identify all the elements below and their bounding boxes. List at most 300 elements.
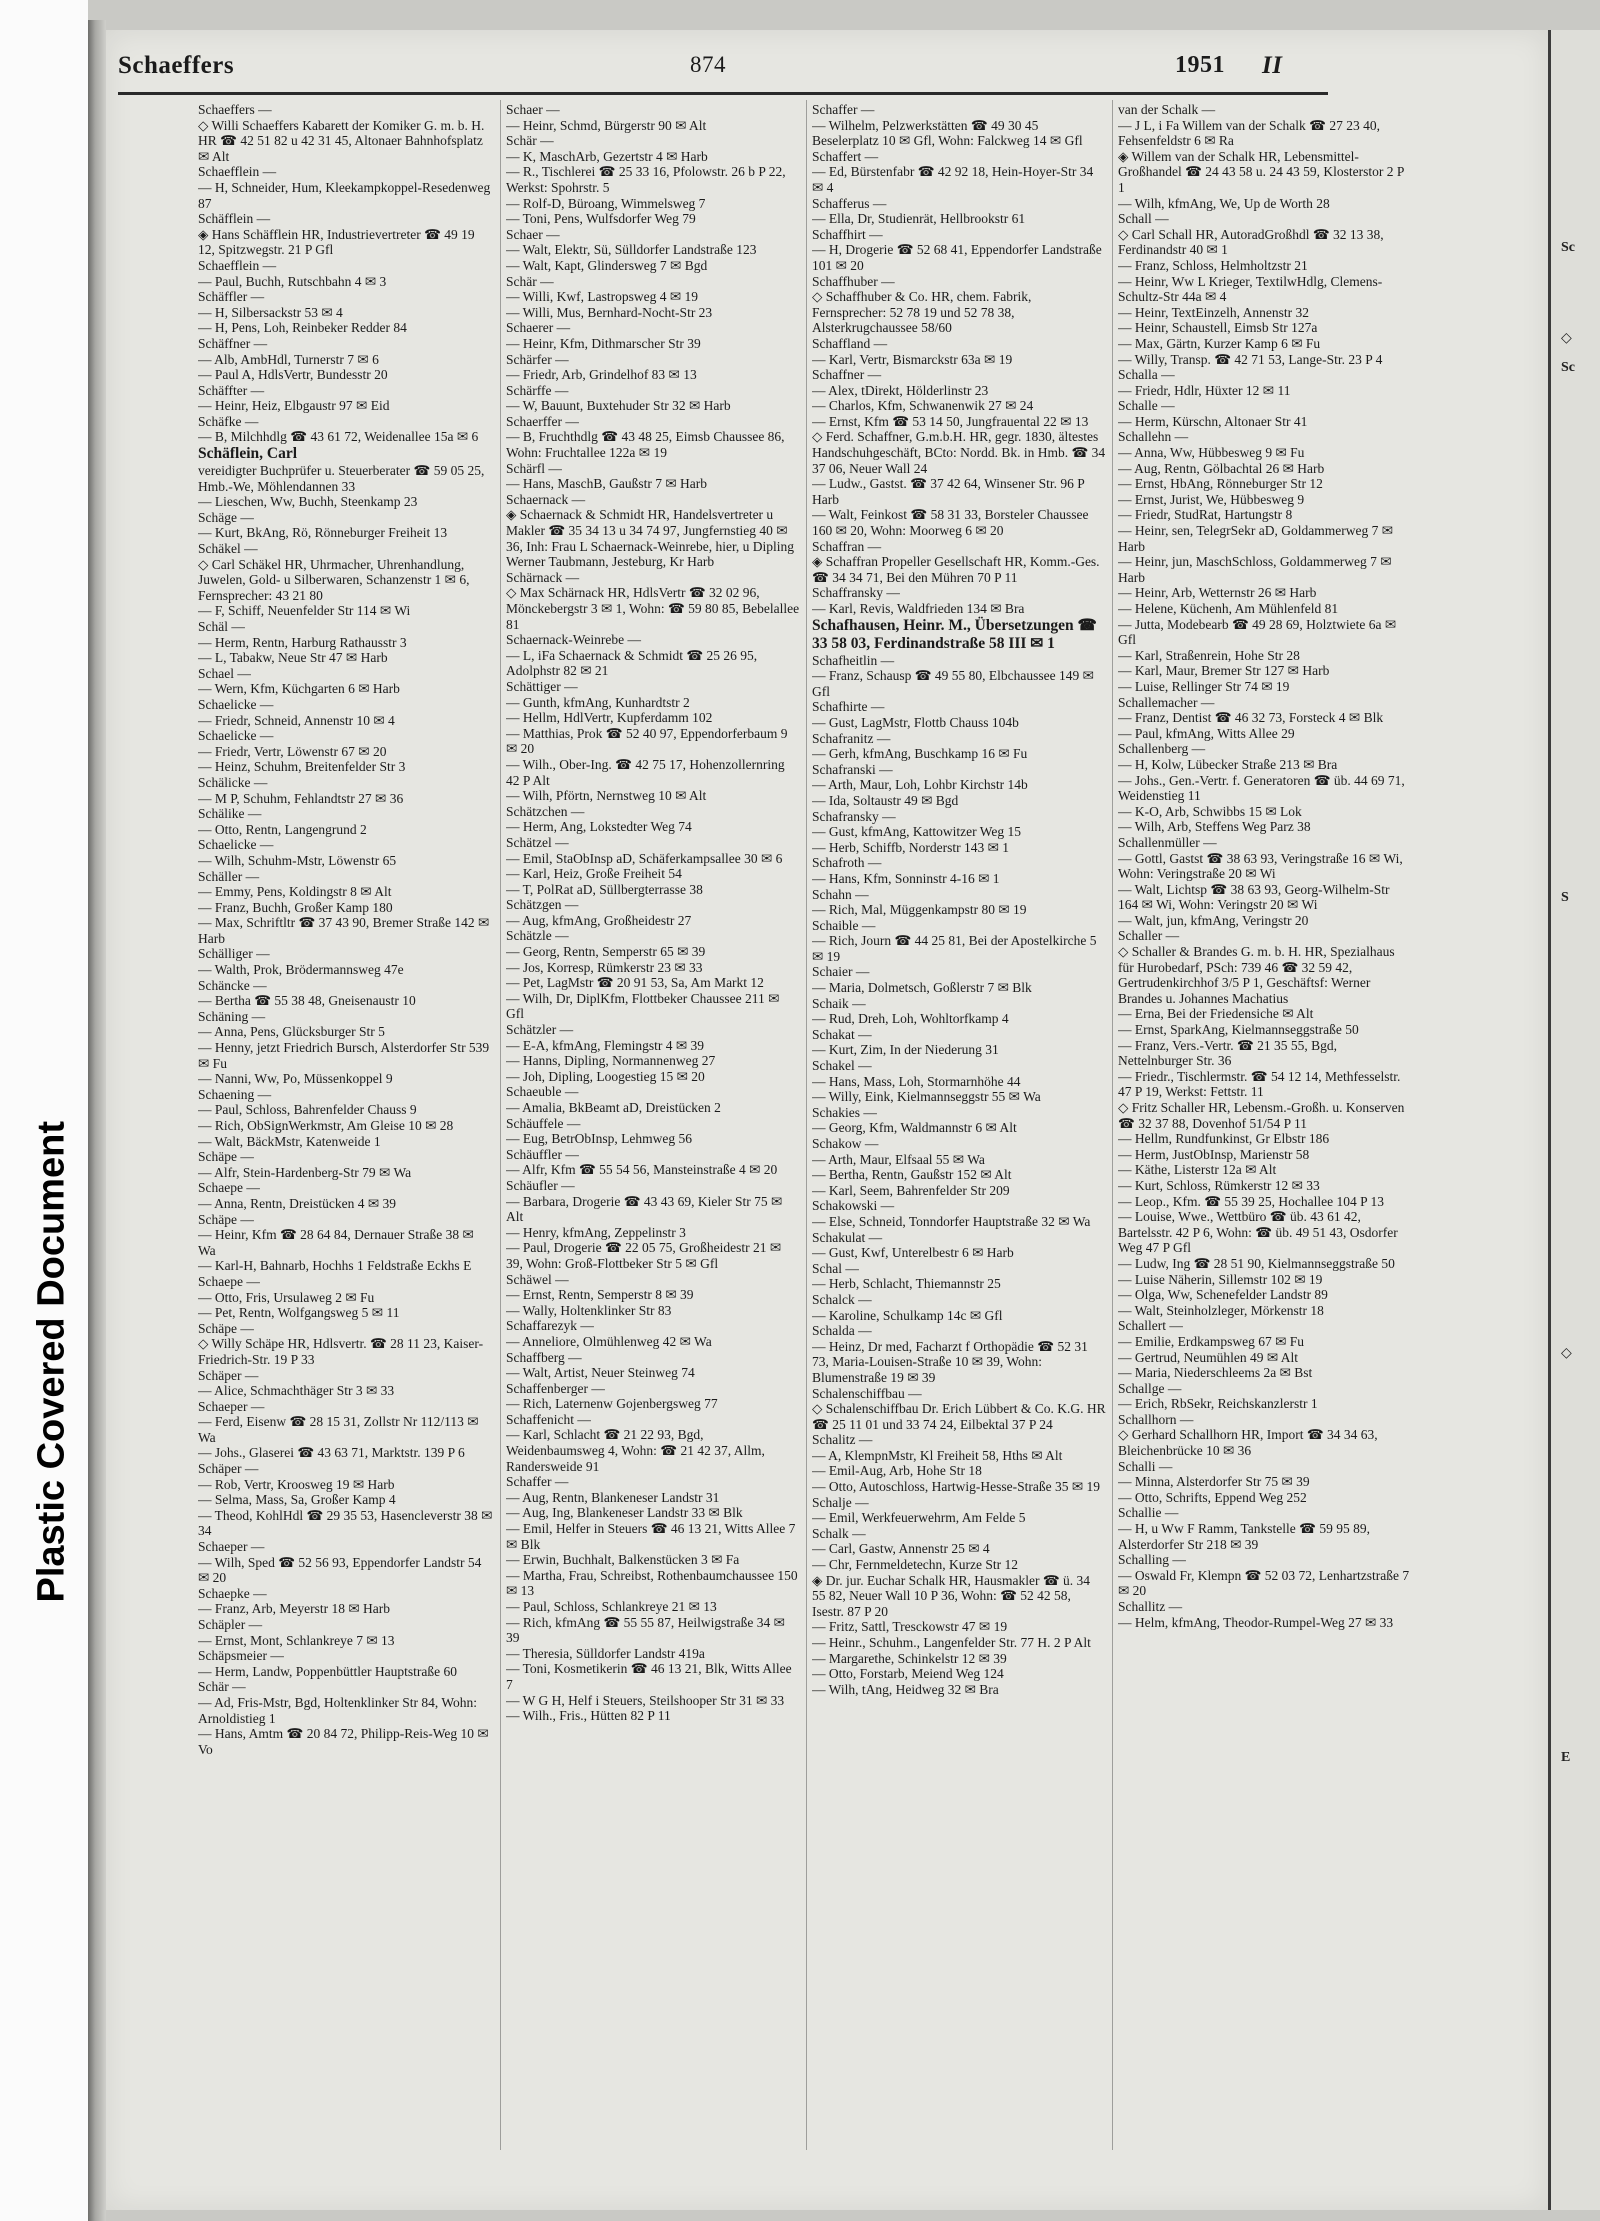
directory-entry: — Karl, Straßenrein, Hohe Str 28	[1118, 647, 1300, 663]
directory-entry: Schalitz —	[812, 1432, 873, 1448]
directory-entry: — T, PolRat aD, Süllbergterrasse 38	[506, 881, 703, 897]
directory-entry: — Karl, Seem, Bahrenfelder Str 209	[812, 1182, 1010, 1198]
header-rule	[118, 92, 1328, 95]
column-2	[506, 102, 800, 2152]
directory-entry: Schallge —	[1118, 1380, 1182, 1396]
directory-entry: — Hans, MaschB, Gaußstr 7 ✉ Harb	[506, 476, 708, 492]
directory-entry: — Amalia, BkBeamt aD, Dreistücken 2	[506, 1100, 721, 1115]
column-3	[812, 102, 1106, 2152]
directory-entry: Schäfflein —	[198, 211, 271, 227]
directory-entry: van der Schalk —	[1118, 102, 1216, 117]
directory-entry: Schärfer —	[506, 351, 569, 367]
directory-entry: ◇ Carl Schäkel HR, Uhrmacher, Uhrenhandlung, Juwelen, Gold- u Silberwaren, Schanzenstr 1 ✉ 6, Fernsprecher: 43 21 80	[198, 556, 470, 603]
directory-entry: — L, iFa Schaernack & Schmidt ☎ 25 26 95, Adolphstr 82 ✉ 21	[506, 647, 758, 679]
directory-entry: Schätzler —	[506, 1022, 574, 1038]
directory-entry: — Paul, Drogerie ☎ 22 05 75, Großheidestr 21 ✉ 39, Wohn: Groß-Flottbeker Str 5 ✉ Gfl	[506, 1240, 782, 1271]
running-head-name: Schaeffers	[118, 52, 235, 79]
next-page-fragment: S	[1561, 890, 1569, 905]
directory-entry: — Ida, Soltaustr 49 ✉ Bgd	[812, 792, 959, 808]
directory-entry: — Paul, Schloss, Bahrenfelder Chauss 9	[198, 1102, 417, 1118]
directory-entry: — Alfr, Kfm ☎ 55 54 56, Mansteinstraße 4 ✉ 20	[506, 1162, 778, 1178]
directory-entry: ◈ Dr. jur. Euchar Schalk HR, Hausmakler ☎ ü. 34 55 82, Neuer Wall 10 P 36, Wohn: ☎ 52 42 58, Isestr. 87 P 20	[812, 1572, 1091, 1619]
directory-entry: — Ernst, Rentn, Semperstr 8 ✉ 39	[506, 1287, 694, 1303]
directory-entry: — L, Tabakw, Neue Str 47 ✉ Harb	[198, 650, 388, 666]
directory-entry: — Emil, Werkfeuerwehrm, Am Felde 5	[812, 1510, 1026, 1526]
directory-entry: — Rich, kfmAng ☎ 55 55 87, Heilwigstraße 34 ✉ 39	[506, 1614, 785, 1646]
directory-entry: — Heinr, sen, TelegrSekr aD, Goldammerweg 7 ✉ Harb	[1118, 523, 1394, 554]
directory-entry: Schäflein, Carl	[198, 445, 298, 463]
directory-entry: Schälicke —	[198, 774, 268, 790]
directory-entry: Schätzchen —	[506, 803, 585, 819]
directory-entry: — H, Schneider, Hum, Kleekampkoppel-Resedenweg 87	[198, 179, 491, 211]
directory-entry: ◇ Willy Schäpe HR, Hdlsvertr. ☎ 28 11 23, Kaiser-Friedrich-Str. 19 P 33	[198, 1336, 484, 1367]
directory-entry: — Otto, Forstarb, Meiend Weg 124	[812, 1666, 1004, 1682]
directory-entry: — Erich, RbSekr, Reichskanzlerstr 1	[1118, 1396, 1318, 1412]
directory-entry: — K, MaschArb, Gezertstr 4 ✉ Harb	[506, 148, 708, 164]
directory-entry: — Franz, Arb, Meyerstr 18 ✉ Harb	[198, 1601, 391, 1617]
directory-entry: — Else, Schneid, Tonndorfer Hauptstraße 32 ✉ Wa	[812, 1213, 1091, 1229]
directory-entry: — Heinr, Schmd, Bürgerstr 90 ✉ Alt	[506, 117, 707, 133]
directory-entry: — M P, Schuhm, Fehlandtstr 27 ✉ 36	[198, 790, 404, 806]
directory-entry: Schaernack —	[506, 491, 586, 507]
directory-entry: — Bertha, Rentn, Gaußstr 152 ✉ Alt	[812, 1167, 1012, 1183]
directory-entry: — Arth, Maur, Loh, Lohbr Kirchstr 14b	[812, 777, 1028, 793]
directory-entry: — Wally, Holtenklinker Str 83	[506, 1302, 672, 1318]
directory-entry: Schalda —	[812, 1323, 872, 1339]
directory-entry: Schäkel —	[198, 541, 258, 557]
directory-entry: Schafranski —	[812, 761, 893, 777]
directory-entry: — Gottl, Gastst ☎ 38 63 93, Veringstraße 16 ✉ Wi, Wohn: Veringstraße 20 ✉ Wi	[1118, 850, 1403, 882]
directory-entry: — Franz, Schloss, Helmholtzstr 21	[1118, 257, 1308, 273]
directory-entry: Schäuffele —	[506, 1115, 581, 1131]
directory-entry: — Walt, BäckMstr, Katenweide 1	[198, 1133, 381, 1149]
directory-entry: — Karl-H, Bahnarb, Hochhs 1 Feldstraße Eckhs E	[198, 1258, 472, 1274]
directory-entry: — Fritz, Sattl, Tresckowstr 47 ✉ 19	[812, 1619, 1008, 1635]
directory-entry: — Georg, Rentn, Semperstr 65 ✉ 39	[506, 944, 706, 960]
directory-entry: ◇ Max Schärnack HR, HdlsVertr ☎ 32 02 96, Mönckebergstr 3 ✉ 1, Wohn: ☎ 59 80 85, Bebelallee 81	[506, 585, 800, 632]
directory-entry: Schafhirte —	[812, 699, 885, 715]
directory-entry: — Luise Näherin, Sillemstr 102 ✉ 19	[1118, 1271, 1323, 1287]
directory-entry: Schälike —	[198, 806, 262, 822]
directory-entry: — Wern, Kfm, Küchgarten 6 ✉ Harb	[198, 681, 400, 697]
directory-entry: Schakow —	[812, 1136, 879, 1151]
directory-entry: Schaffner —	[812, 367, 882, 383]
directory-entry: ◇ Schalenschiffbau Dr. Erich Lübbert & Co. K.G. HR ☎ 25 11 01 und 33 74 24, Eilbektal 37 P 24	[812, 1401, 1106, 1432]
directory-entry: — Ad, Fris-Mstr, Bgd, Holtenklinker Str 84, Wohn: Arnoldistieg 1	[198, 1694, 478, 1726]
next-page-fragment: Sc	[1561, 240, 1575, 255]
directory-entry: Schär —	[506, 273, 554, 289]
directory-entry: Schaller —	[1118, 928, 1180, 944]
directory-entry: — Rich, Mal, Müggenkampstr 80 ✉ 19	[812, 902, 1027, 918]
directory-entry: — Ferd, Eisenw ☎ 28 15 31, Zollstr Nr 112/113 ✉ Wa	[198, 1414, 479, 1445]
directory-entry: Schaffer —	[506, 1474, 569, 1490]
directory-entry: Schaffert —	[812, 148, 879, 164]
directory-entry: — Otto, Autoschloss, Hartwig-Hesse-Straße 35 ✉ 19	[812, 1479, 1101, 1495]
directory-entry: Schalling —	[1118, 1552, 1186, 1568]
directory-entry: Schalle —	[1118, 398, 1175, 414]
directory-entry: Schafheitlin —	[812, 652, 895, 668]
directory-entry: ◇ Ferd. Schaffner, G.m.b.H. HR, gegr. 1830, ältestes Handschuhgeschäft, BCto: Nordd. Bk. in Hmb. ☎ 34 37 06, Neuer Wall 24	[812, 429, 1106, 476]
directory-entry: Schaffland —	[812, 335, 888, 351]
directory-entry: Schallitz —	[1118, 1599, 1183, 1614]
directory-entry: ◈ Willem van der Schalk HR, Lebensmittel-Großhandel ☎ 24 43 58 u. 24 43 59, Klosterstor 2 P 1	[1118, 148, 1404, 195]
directory-entry: Schafhausen, Heinr. M., Übersetzungen ☎ 33 58 03, Ferdinandstraße 58 III ✉ 1	[812, 616, 1097, 652]
directory-entry: ◇ Carl Schall HR, AutoradGroßhdl ☎ 32 13 38, Ferdinandstr 40 ✉ 1	[1118, 226, 1384, 258]
directory-entry: — Ludw., Gastst. ☎ 37 42 64, Winsener Str. 96 P Harb	[812, 476, 1085, 507]
directory-entry: — Selma, Mass, Sa, Großer Kamp 4	[198, 1492, 396, 1508]
column-divider	[500, 100, 501, 2150]
directory-entry: Schakat —	[812, 1026, 872, 1042]
directory-entry: — Maria, Niederschleems 2a ✉ Bst	[1118, 1365, 1313, 1381]
directory-entry: — B, Fruchthdlg ☎ 43 48 25, Eimsb Chaussee 86, Wohn: Fruchtallee 122a ✉ 19	[506, 429, 785, 461]
directory-entry: Schaelicke —	[198, 696, 274, 712]
next-page-fragment: ◇	[1561, 1346, 1572, 1361]
next-page-fragment: Sc	[1561, 360, 1575, 375]
directory-entry: Schael —	[198, 665, 251, 681]
directory-entry: — Rob, Vertr, Kroosweg 19 ✉ Harb	[198, 1476, 395, 1492]
directory-entry: Schaeper —	[198, 1539, 265, 1555]
directory-entry: — Gertrud, Neumühlen 49 ✉ Alt	[1118, 1349, 1299, 1365]
directory-entry: Schaffenberger —	[506, 1380, 605, 1396]
directory-entry: — Wilh, Arb, Steffens Weg Parz 38	[1118, 819, 1311, 835]
directory-entry: Schaerer —	[506, 320, 571, 336]
directory-entry: — Carl, Gastw, Annenstr 25 ✉ 4	[812, 1541, 990, 1557]
directory-entry: Schär —	[198, 1679, 246, 1695]
directory-entry: ◇ Schaller & Brandes G. m. b. H. HR, Spezialhaus für Hurobedarf, PSch: 739 46 ☎ 32 59 42, Gertrudenkirchhof 3/5 P 1, Geschäftsf: Werner Brandes u. Johannes Machatius	[1118, 944, 1395, 1006]
directory-entry: — Ernst, Mont, Schlankreye 7 ✉ 13	[198, 1632, 395, 1648]
directory-entry: Schal —	[812, 1260, 859, 1276]
directory-entry: — Aug, Ing, Blankeneser Landstr 33 ✉ Blk	[506, 1505, 743, 1521]
directory-entry: — Friedr, Arb, Grindelhof 83 ✉ 13	[506, 367, 697, 383]
column-divider	[1112, 100, 1113, 2150]
directory-entry: — H, Kolw, Lübecker Straße 213 ✉ Bra	[1118, 756, 1338, 772]
directory-entry: — Heinr, TextEinzelh, Annenstr 32	[1118, 304, 1309, 320]
directory-entry: Schaening —	[198, 1086, 272, 1102]
directory-entry: Schäper —	[198, 1367, 259, 1383]
directory-entry: — Kurt, Zim, In der Niederung 31	[812, 1042, 999, 1058]
directory-entry: Schätzle —	[506, 928, 569, 944]
directory-entry: — Friedr, Vertr, Löwenstr 67 ✉ 20	[198, 743, 387, 759]
directory-entry: Schalli —	[1118, 1458, 1173, 1474]
directory-entry: ◇ Gerhard Schallhorn HR, Import ☎ 34 34 63, Bleichenbrücke 10 ✉ 36	[1118, 1427, 1378, 1459]
directory-entry: — Joh, Dipling, Loogestieg 15 ✉ 20	[506, 1068, 705, 1084]
directory-entry: — H, Drogerie ☎ 52 68 41, Eppendorfer Landstraße 101 ✉ 20	[812, 242, 1102, 273]
directory-entry: Schaeuble —	[506, 1084, 579, 1100]
directory-entry: — Hans, Amtm ☎ 20 84 72, Philipp-Reis-Weg 10 ✉ Vo	[198, 1726, 489, 1757]
directory-entry: — Emil, StaObInsp aD, Schäferkampsallee 30 ✉ 6	[506, 850, 783, 866]
directory-entry: Schaffhuber —	[812, 273, 895, 289]
directory-entry: — Willi, Kwf, Lastropsweg 4 ✉ 19	[506, 289, 698, 305]
directory-entry: Schallert —	[1118, 1318, 1183, 1334]
directory-entry: — Paul, kfmAng, Witts Allee 29	[1118, 725, 1295, 741]
directory-entry: Schaepe —	[198, 1273, 260, 1289]
directory-entry: — Wilh, Dr, DiplKfm, Flottbeker Chaussee 211 ✉ Gfl	[506, 990, 780, 1022]
directory-entry: — Emmy, Pens, Koldingstr 8 ✉ Alt	[198, 884, 392, 900]
directory-entry: — Pet, Rentn, Wolfgangsweg 5 ✉ 11	[198, 1305, 400, 1321]
directory-entry: Schäpe —	[198, 1211, 254, 1227]
directory-entry: Schaefflein —	[198, 164, 277, 180]
directory-entry: — Oswald Fr, Klempn ☎ 52 03 72, Lenhartzstraße 7 ✉ 20	[1118, 1567, 1410, 1599]
book-binding	[88, 20, 106, 2221]
directory-entry: — Jos, Korresp, Rümkerstr 23 ✉ 33	[506, 959, 703, 975]
directory-entry: Schäufler —	[506, 1177, 575, 1193]
directory-entry: Schärnack —	[506, 569, 580, 585]
directory-entry: — Hellm, Rundfunkinst, Gr Elbstr 186	[1118, 1131, 1330, 1147]
directory-entry: — Alb, AmbHdl, Turnerstr 7 ✉ 6	[198, 351, 379, 367]
directory-entry: — Louise, Wwe., Wettbüro ☎ üb. 43 61 42, Bartelsstr. 42 P 6, Wohn: ☎ üb. 49 51 43, Osdorfer Weg 47 P Gfl	[1118, 1209, 1398, 1256]
directory-entry: — Theresia, Sülldorfer Landstr 419a	[506, 1645, 705, 1661]
directory-entry: Schalck —	[812, 1291, 872, 1307]
directory-entry: — Gerh, kfmAng, Buschkamp 16 ✉ Fu	[812, 746, 1028, 762]
directory-entry: — Ed, Bürstenfabr ☎ 42 92 18, Hein-Hoyer-Str 34 ✉ 4	[812, 164, 1094, 195]
directory-entry: — Otto, Schrifts, Eppend Weg 252	[1118, 1489, 1307, 1505]
directory-entry: — Rolf-D, Büroang, Wimmelsweg 7	[506, 195, 706, 211]
next-page-edge	[1548, 30, 1600, 2210]
directory-entry: — H, Pens, Loh, Reinbeker Redder 84	[198, 320, 407, 336]
directory-entry: Schallehn —	[1118, 429, 1189, 445]
directory-entry: — Wilhelm, Pelzwerkstätten ☎ 49 30 45 Beselerplatz 10 ✉ Gfl, Wohn: Falckweg 14 ✉ Gfl	[812, 117, 1083, 149]
directory-entry: — B, Milchhdlg ☎ 43 61 72, Weidenallee 15a ✉ 6	[198, 429, 479, 445]
directory-entry: Schaier —	[812, 964, 870, 980]
directory-entry: ◇ Willi Schaeffers Kabarett der Komiker G. m. b. H. HR ☎ 42 51 82 u 42 31 45, Altonaer Bahnhofsplatz ✉ Alt	[198, 117, 485, 164]
directory-entry: — Heinr., Schuhm., Langenfelder Str. 77 H. 2 P Alt	[812, 1635, 1091, 1650]
directory-entry: — Georg, Kfm, Waldmannstr 6 ✉ Alt	[812, 1120, 1017, 1136]
directory-entry: — Aug, Rentn, Blankeneser Landstr 31	[506, 1489, 720, 1505]
directory-entry: Schallemacher —	[1118, 694, 1215, 710]
directory-entry: Schäfke —	[198, 413, 259, 429]
directory-entry: — Heinr, Kfm, Dithmarscher Str 39	[506, 335, 701, 351]
directory-entry: Schaepe —	[198, 1180, 260, 1196]
directory-entry: Schäl —	[198, 619, 245, 634]
directory-entry: — K-O, Arb, Schwibbs 15 ✉ Lok	[1118, 803, 1302, 819]
directory-entry: — Walt, Lichtsp ☎ 38 63 93, Georg-Wilhelm-Str 164 ✉ Wi, Wohn: Veringstr 20 ✉ Wi	[1118, 881, 1390, 913]
directory-entry: — Henry, kfmAng, Zeppelinstr 3	[506, 1224, 686, 1240]
directory-entry: — Barbara, Drogerie ☎ 43 43 69, Kieler Str 75 ✉ Alt	[506, 1193, 783, 1225]
directory-entry: Schaffenicht —	[506, 1411, 591, 1427]
directory-entry: — Wilh, Sped ☎ 52 56 93, Eppendorfer Landstr 54 ✉ 20	[198, 1554, 482, 1586]
directory-entry: Schafransky —	[812, 808, 896, 824]
directory-entry: Schärffe —	[506, 382, 569, 398]
directory-entry: — Herb, Schlacht, Thiemannstr 25	[812, 1276, 1001, 1292]
directory-entry: — Otto, Fris, Ursulaweg 2 ✉ Fu	[198, 1289, 375, 1305]
directory-entry: ◇ Schaffhuber & Co. HR, chem. Fabrik, Fernsprecher: 52 78 19 und 52 78 38, Alsterkrugchaussee 58/60	[812, 289, 1032, 336]
directory-entry: — Max, Schriftltr ☎ 37 43 90, Bremer Straße 142 ✉ Harb	[198, 915, 490, 946]
directory-entry: — Karl, Vertr, Bismarckstr 63a ✉ 19	[812, 351, 1013, 367]
directory-entry: Schättiger —	[506, 678, 578, 694]
directory-entry: Schäning —	[198, 1008, 266, 1024]
directory-entry: Schallenberg —	[1118, 741, 1206, 757]
directory-entry: Schäffner —	[198, 335, 268, 351]
directory-entry: — H, Silbersackstr 53 ✉ 4	[198, 304, 343, 320]
directory-entry: — Aug, Rentn, Gölbachtal 26 ✉ Harb	[1118, 460, 1325, 476]
directory-entry: Schaffhirt —	[812, 226, 883, 242]
directory-entry: — Ernst, Kfm ☎ 53 14 50, Jungfrauental 22 ✉ 13	[812, 413, 1089, 429]
directory-entry: Schätzgen —	[506, 897, 579, 913]
directory-entry: — Heinr, Arb, Wetternstr 26 ✉ Harb	[1118, 585, 1317, 601]
directory-entry: — Otto, Rentn, Langengrund 2	[198, 821, 367, 837]
directory-entry: — Kurt, BkAng, Rö, Rönneburger Freiheit 13	[198, 525, 448, 541]
directory-entry: — Luise, Rellinger Str 74 ✉ 19	[1118, 678, 1290, 694]
directory-entry: Schaffransky —	[812, 585, 900, 601]
directory-entry: — Walth, Prok, Brödermannsweg 47e	[198, 962, 404, 978]
directory-entry: — Heinr, jun, MaschSchloss, Goldammerweg 7 ✉ Harb	[1118, 554, 1392, 585]
column-1	[198, 102, 493, 2152]
directory-entry: — Walt, Kapt, Glindersweg 7 ✉ Bgd	[506, 257, 708, 273]
directory-entry: — Nanni, Ww, Po, Müssenkoppel 9	[198, 1071, 393, 1087]
plastic-covered-label: Plastic Covered Document	[30, 1121, 73, 1603]
directory-entry: — Herm, Rentn, Harburg Rathausstr 3	[198, 634, 407, 650]
directory-entry: — Gust, LagMstr, Flottb Chauss 104b	[812, 714, 1019, 730]
directory-entry: vereidigter Buchprüfer u. Steuerberater ☎ 59 05 25, Hmb.-We, Möhlendannen 33	[198, 463, 485, 494]
directory-entry: Schall —	[1118, 211, 1169, 227]
directory-entry: — Helm, kfmAng, Theodor-Rumpel-Weg 27 ✉ 33	[1118, 1614, 1394, 1630]
directory-entry: — Henny, jetzt Friedrich Bursch, Alsterdorfer Str 539 ✉ Fu	[198, 1040, 490, 1071]
directory-entry: — Paul, Schloss, Schlankreye 21 ✉ 13	[506, 1599, 717, 1614]
directory-entry: — Willi, Mus, Bernhard-Nocht-Str 23	[506, 304, 713, 320]
directory-entry: ◈ Schaffran Propeller Gesellschaft HR, Komm.-Ges. ☎ 34 34 71, Bei den Mühren 70 P 11	[812, 554, 1100, 585]
directory-entry: — Franz, Schausp ☎ 49 55 80, Elbchaussee 149 ✉ Gfl	[812, 668, 1094, 699]
directory-entry: ◈ Hans Schäfflein HR, Industrievertreter ☎ 49 19 12, Spitzwegstr. 21 P Gfl	[198, 226, 475, 258]
directory-entry: Schafranitz —	[812, 730, 891, 746]
directory-entry: Schaik —	[812, 995, 866, 1011]
directory-entry: — Theod, KohlHdl ☎ 29 35 53, Hasencleverstr 38 ✉ 34	[198, 1507, 493, 1539]
directory-entry: — Erna, Bei der Friedensiche ✉ Alt	[1118, 1006, 1314, 1022]
edition-year: 1951	[1175, 52, 1225, 78]
directory-entry: Schaffberg —	[506, 1349, 582, 1365]
directory-entry: Schalje —	[812, 1494, 869, 1510]
directory-entry: — Gust, Kwf, Unterelbestr 6 ✉ Harb	[812, 1245, 1014, 1261]
directory-entry: Schärfl —	[506, 460, 562, 476]
directory-entry: — Rud, Dreh, Loh, Wohltorfkamp 4	[812, 1011, 1009, 1027]
directory-entry: — Aug, kfmAng, Großheidestr 27	[506, 912, 692, 928]
directory-entry: Schäper —	[198, 1461, 259, 1477]
directory-entry: — Wilh, Schuhm-Mstr, Löwenstr 65	[198, 852, 397, 868]
directory-entry: Schaer —	[506, 102, 560, 117]
directory-entry: — Heinr, Kfm ☎ 28 64 84, Dernauer Straße 38 ✉ Wa	[198, 1227, 474, 1258]
directory-entry: Schakulat —	[812, 1229, 883, 1245]
directory-entry: Schälliger —	[198, 946, 270, 962]
directory-entry: — Lieschen, Ww, Buchh, Steenkamp 23	[198, 494, 418, 510]
directory-entry: Schalla —	[1118, 367, 1175, 383]
directory-entry: Schakel —	[812, 1058, 872, 1074]
directory-entry: — Ernst, Jurist, We, Hübbesweg 9	[1118, 491, 1305, 507]
directory-entry: — Anna, Ww, Hübbesweg 9 ✉ Fu	[1118, 445, 1305, 461]
directory-entry: — Herm, JustObInsp, Marienstr 58	[1118, 1146, 1310, 1162]
directory-entry: — Paul A, HdlsVertr, Bundesstr 20	[198, 367, 388, 383]
directory-entry: — Hanns, Dipling, Normannenweg 27	[506, 1053, 716, 1069]
directory-entry: — Johs., Gen.-Vertr. f. Generatoren ☎ üb. 44 69 71, Weidenstieg 11	[1118, 772, 1405, 804]
directory-entry: — Minna, Alsterdorfer Str 75 ✉ 39	[1118, 1474, 1310, 1490]
directory-entry: Schallenmüller —	[1118, 834, 1217, 850]
directory-entry: — Ella, Dr, Studienrät, Hellbrookstr 61	[812, 211, 1026, 227]
directory-entry: — Anneliore, Olmühlenweg 42 ✉ Wa	[506, 1333, 712, 1349]
directory-entry: — Willy, Transp. ☎ 42 71 53, Lange-Str. 23 P 4	[1118, 351, 1383, 367]
directory-entry: Schaefflein —	[198, 257, 277, 273]
directory-entry: — Gunth, kfmAng, Kunhardtstr 2	[506, 694, 690, 710]
directory-entry: — Franz, Dentist ☎ 46 32 73, Forsteck 4 ✉ Blk	[1118, 710, 1384, 726]
directory-entry: — Matthias, Prok ☎ 52 40 97, Eppendorferbaum 9 ✉ 20	[506, 725, 788, 757]
directory-entry: — Heinr, Heiz, Elbgaustr 97 ✉ Eid	[198, 398, 390, 414]
directory-entry: — Walt, jun, kfmAng, Veringstr 20	[1118, 912, 1309, 928]
directory-entry: Schäpler —	[198, 1617, 263, 1632]
directory-entry: — Chr, Fernmeldetechn, Kurze Str 12	[812, 1557, 1019, 1573]
directory-entry: — W, Bauunt, Buxtehuder Str 32 ✉ Harb	[506, 398, 731, 414]
directory-entry: Schäncke —	[198, 977, 267, 993]
directory-entry: — Friedr., Tischlermstr. ☎ 54 12 14, Methfesselstr. 47 P 19, Werkst: Fettstr. 11	[1118, 1068, 1401, 1100]
directory-entry: — Rich, ObSignWerkmstr, Am Gleise 10 ✉ 28	[198, 1118, 454, 1133]
directory-entry: — Walt, Feinkost ☎ 58 31 33, Borsteler Chaussee 160 ✉ 20, Wohn: Moorweg 6 ✉ 20	[812, 507, 1089, 539]
directory-entry: — Ernst, HbAng, Rönneburger Str 12	[1118, 476, 1323, 492]
directory-entry: Schär —	[506, 133, 554, 149]
directory-entry: — Heinr, Ww L Krieger, TextilwHdlg, Clemens-Schultz-Str 44a ✉ 4	[1118, 273, 1383, 305]
page-number: 874	[690, 52, 726, 77]
directory-entry: — Toni, Kosmetikerin ☎ 46 13 21, Blk, Witts Allee 7	[506, 1661, 792, 1692]
directory-entry: — Walt, Steinholzleger, Mörkenstr 18	[1118, 1302, 1324, 1318]
directory-entry: Schaelicke —	[198, 728, 274, 744]
directory-entry: — Margarethe, Schinkelstr 12 ✉ 39	[812, 1650, 1007, 1666]
directory-entry: — H, u Ww F Ramm, Tankstelle ☎ 59 95 89, Alsterdorfer Str 218 ✉ 39	[1118, 1521, 1370, 1552]
directory-entry: Schaerffer —	[506, 413, 579, 429]
directory-entry: Schaer —	[506, 226, 560, 242]
directory-entry: Schaernack-Weinrebe —	[506, 632, 641, 648]
directory-entry: — Arth, Maur, Elfsaal 55 ✉ Wa	[812, 1151, 985, 1167]
directory-entry: Schäge —	[198, 509, 254, 525]
directory-entry: — Franz, Vers.-Vertr. ☎ 21 35 55, Bgd, Nettelnburger Str. 36	[1118, 1037, 1338, 1069]
directory-entry: — Wilh., Fris., Hütten 82 P 11	[506, 1708, 671, 1724]
directory-entry: — Friedr, StudRat, Hartungstr 8	[1118, 507, 1293, 523]
directory-entry: Schaeffers —	[198, 102, 272, 117]
next-page-fragment: E	[1561, 1750, 1571, 1765]
directory-entry: Schäpe —	[198, 1320, 254, 1336]
directory-entry: Schafferus —	[812, 195, 887, 211]
directory-entry: — Karl, Maur, Bremer Str 127 ✉ Harb	[1118, 663, 1330, 679]
directory-entry: — Wilh, Pförtn, Nernstweg 10 ✉ Alt	[506, 788, 707, 804]
directory-entry: Schakowski —	[812, 1198, 895, 1214]
directory-entry: Schaeper —	[198, 1398, 265, 1414]
directory-entry: — Helene, Küchenh, Am Mühlenfeld 81	[1118, 601, 1339, 616]
directory-entry: — Rich, Journ ☎ 44 25 81, Bei der Apostelkirche 5 ✉ 19	[812, 933, 1097, 964]
directory-entry: — Alice, Schmachthäger Str 3 ✉ 33	[198, 1383, 395, 1399]
directory-entry: — Paul, Buchh, Rutschbahn 4 ✉ 3	[198, 273, 387, 289]
directory-entry: — Emil, Helfer in Steuers ☎ 46 13 21, Witts Allee 7 ✉ Blk	[506, 1521, 796, 1552]
directory-entry: — Leop., Kfm. ☎ 55 39 25, Hochallee 104 P 13	[1118, 1193, 1385, 1209]
directory-entry: — Martha, Frau, Schreibst, Rothenbaumchaussee 150 ✉ 13	[506, 1567, 798, 1599]
directory-entry: — Gust, kfmAng, Kattowitzer Weg 15	[812, 824, 1022, 840]
directory-entry: — Käthe, Listerstr 12a ✉ Alt	[1118, 1162, 1277, 1178]
directory-entry: — Maria, Dolmetsch, Goßlerstr 7 ✉ Blk	[812, 980, 1032, 996]
directory-entry: — Walt, Artist, Neuer Steinweg 74	[506, 1365, 695, 1381]
directory-entry: — Charlos, Kfm, Schwanenwik 27 ✉ 24	[812, 398, 1034, 414]
column-4	[1118, 102, 1412, 2152]
directory-entry: — Toni, Pens, Wulfsdorfer Weg 79	[506, 211, 696, 227]
directory-entry: — Karl, Revis, Waldfrieden 134 ✉ Bra	[812, 601, 1025, 616]
directory-entry: — Walt, Elektr, Sü, Sülldorfer Landstraße 123	[506, 242, 757, 258]
directory-entry: — Jutta, Modebearb ☎ 49 28 69, Holztwiete 6a ✉ Gfl	[1118, 616, 1397, 648]
directory-entry: — Ludw, Ing ☎ 28 51 90, Kielmannseggstraße 50	[1118, 1255, 1395, 1271]
directory-entry: Schaepke —	[198, 1585, 267, 1601]
volume-number: II	[1262, 52, 1283, 79]
directory-entry: — Kurt, Schloss, Rümkerstr 12 ✉ 33	[1118, 1177, 1320, 1193]
directory-entry: Schakies —	[812, 1104, 877, 1120]
directory-entry: Schäffler —	[198, 289, 265, 305]
directory-entry: ◈ Schaernack & Schmidt HR, Handelsvertreter u Makler ☎ 35 34 13 u 34 74 97, Jungfernstieg 40 ✉ 36, Inh: Frau L Schaernack-Weinrebe, hier, u Dipling Werner Taubmann, Jesteburg, Kr Harb	[506, 507, 795, 570]
directory-entry: — Anna, Rentn, Dreistücken 4 ✉ 39	[198, 1195, 397, 1211]
column-divider	[806, 100, 807, 2150]
directory-entry: Schäwel —	[506, 1271, 569, 1287]
directory-entry: — Herb, Schiffb, Norderstr 143 ✉ 1	[812, 839, 1010, 855]
directory-entry: — Eug, BetrObInsp, Lehmweg 56	[506, 1131, 692, 1147]
directory-entry: Schäller —	[198, 868, 260, 884]
